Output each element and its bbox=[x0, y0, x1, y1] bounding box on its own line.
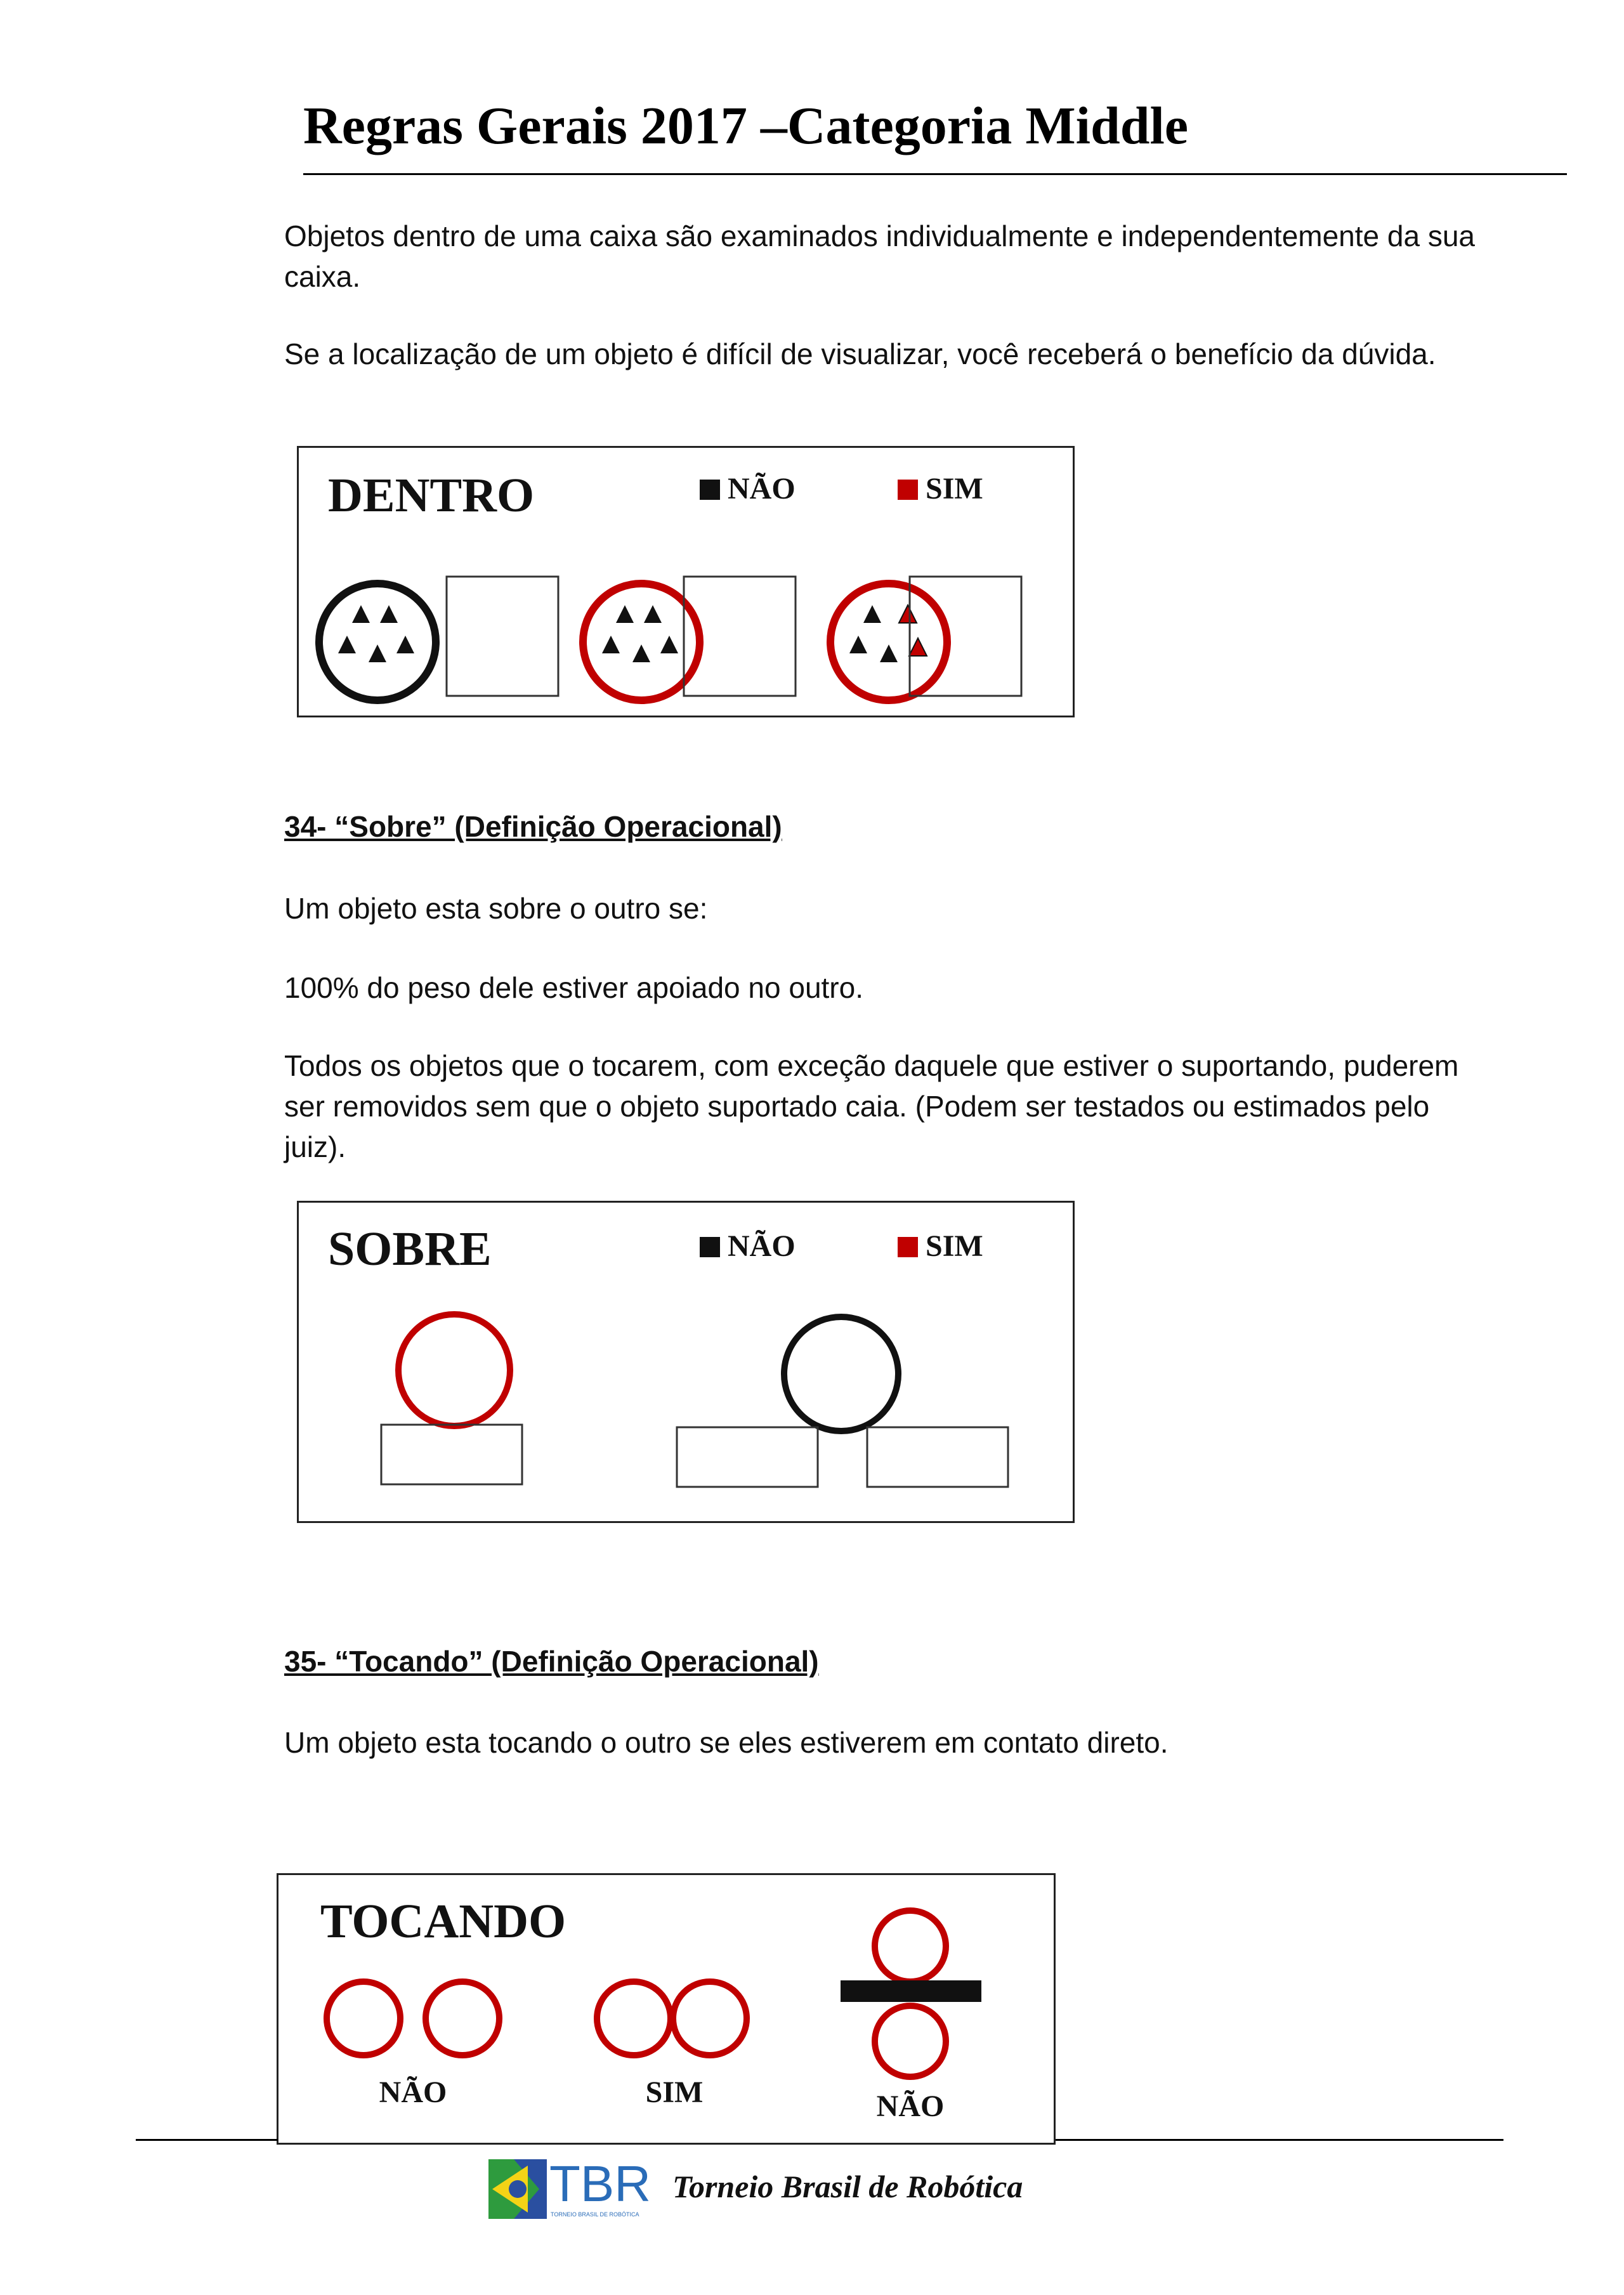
object-circle bbox=[583, 584, 700, 700]
figure-sobre bbox=[297, 1201, 1075, 1523]
section-34-paragraph-2: 100% do peso dele estiver apoiado no outro. bbox=[284, 971, 863, 1004]
figure-tocando bbox=[277, 1873, 1056, 2145]
header-rule bbox=[303, 173, 1567, 175]
figure-dentro bbox=[297, 446, 1075, 717]
separator-bar bbox=[841, 1980, 981, 2002]
object-circle-left bbox=[597, 1982, 671, 2055]
logo-subtext: TORNEIO BRASIL DE ROBÓTICA bbox=[551, 2211, 639, 2218]
legend-no-label: NÃO bbox=[728, 1229, 796, 1263]
dentro-example-overlap bbox=[830, 577, 1021, 700]
object-circle-bottom bbox=[875, 2006, 946, 2077]
triangle-group bbox=[602, 605, 678, 662]
footer-logo bbox=[488, 2155, 664, 2221]
dentro-example-outside bbox=[319, 577, 558, 700]
logo-text: TBR bbox=[549, 2155, 651, 2212]
object-circle-right bbox=[426, 1982, 499, 2055]
section-34-paragraph-3: Todos os objetos que o tocarem, com exceção daquele que estiver o suportando, puderem ser removidos sem que o objeto suportado caia. (Podem ser testados ou estimados pelo juiz). bbox=[284, 1049, 1459, 1163]
object-circle bbox=[784, 1317, 898, 1431]
tocando-example-touching bbox=[597, 1982, 747, 2109]
box bbox=[447, 577, 558, 696]
legend-no-swatch bbox=[700, 1237, 720, 1257]
intro-paragraph-2: Se a localização de um objeto é difícil de visualizar, você receberá o benefício da dúvida. bbox=[284, 337, 1436, 370]
legend-yes-label: SIM bbox=[926, 472, 983, 506]
object-circle bbox=[830, 584, 947, 700]
figure-dentro-drawing bbox=[299, 448, 1077, 719]
legend-no-swatch bbox=[700, 480, 720, 500]
page-title: Regras Gerais 2017 –Categoria Middle bbox=[303, 96, 1189, 155]
example-label-yes: SIM bbox=[645, 2076, 704, 2109]
footer-org-name: Torneio Brasil de Robótica bbox=[672, 2169, 1023, 2204]
example-label-no: NÃO bbox=[379, 2076, 447, 2109]
figure-dentro-title: DENTRO bbox=[328, 469, 535, 522]
object-circle-left bbox=[327, 1982, 400, 2055]
section-35-paragraph-1: Um objeto esta tocando o outro se eles estiverem em contato direto. bbox=[284, 1726, 1169, 1759]
figure-tocando-title: TOCANDO bbox=[320, 1895, 566, 1948]
object-circle bbox=[398, 1314, 510, 1426]
figure-sobre-drawing bbox=[299, 1203, 1077, 1525]
section-35-heading: 35- “Tocando” (Definição Operacional) bbox=[284, 1645, 819, 1678]
tocando-example-separated bbox=[841, 1911, 981, 2123]
intro-paragraph-1: Objetos dentro de uma caixa são examinados individualmente e independentemente da sua caixa. bbox=[284, 219, 1476, 293]
legend-no-label: NÃO bbox=[728, 472, 796, 506]
section-34-paragraph-1: Um objeto esta sobre o outro se: bbox=[284, 892, 708, 925]
tbr-logo-icon bbox=[488, 2155, 664, 2221]
triangle-group bbox=[338, 605, 414, 662]
sobre-example-not-on bbox=[677, 1317, 1008, 1487]
tocando-example-not-touching bbox=[327, 1982, 499, 2109]
figure-tocando-drawing bbox=[278, 1875, 1058, 2147]
legend-yes-swatch bbox=[898, 480, 918, 500]
figure-sobre-title: SOBRE bbox=[328, 1222, 492, 1276]
legend-yes-swatch bbox=[898, 1237, 918, 1257]
object-circle-top bbox=[875, 1911, 946, 1982]
object-circle bbox=[319, 584, 436, 700]
dentro-example-touching bbox=[583, 577, 796, 700]
support-box-left bbox=[677, 1427, 818, 1487]
object-circle-right bbox=[673, 1982, 747, 2055]
section-34-heading: 34- “Sobre” (Definição Operacional) bbox=[284, 810, 782, 843]
support-box bbox=[381, 1425, 522, 1484]
example-label-no: NÃO bbox=[876, 2089, 945, 2123]
support-box-right bbox=[867, 1427, 1008, 1487]
footer-rule-right bbox=[1056, 2139, 1503, 2141]
sobre-example-on bbox=[381, 1314, 522, 1484]
footer-rule-left bbox=[136, 2139, 278, 2141]
legend-yes-label: SIM bbox=[926, 1229, 983, 1263]
triangle-group bbox=[849, 605, 927, 662]
